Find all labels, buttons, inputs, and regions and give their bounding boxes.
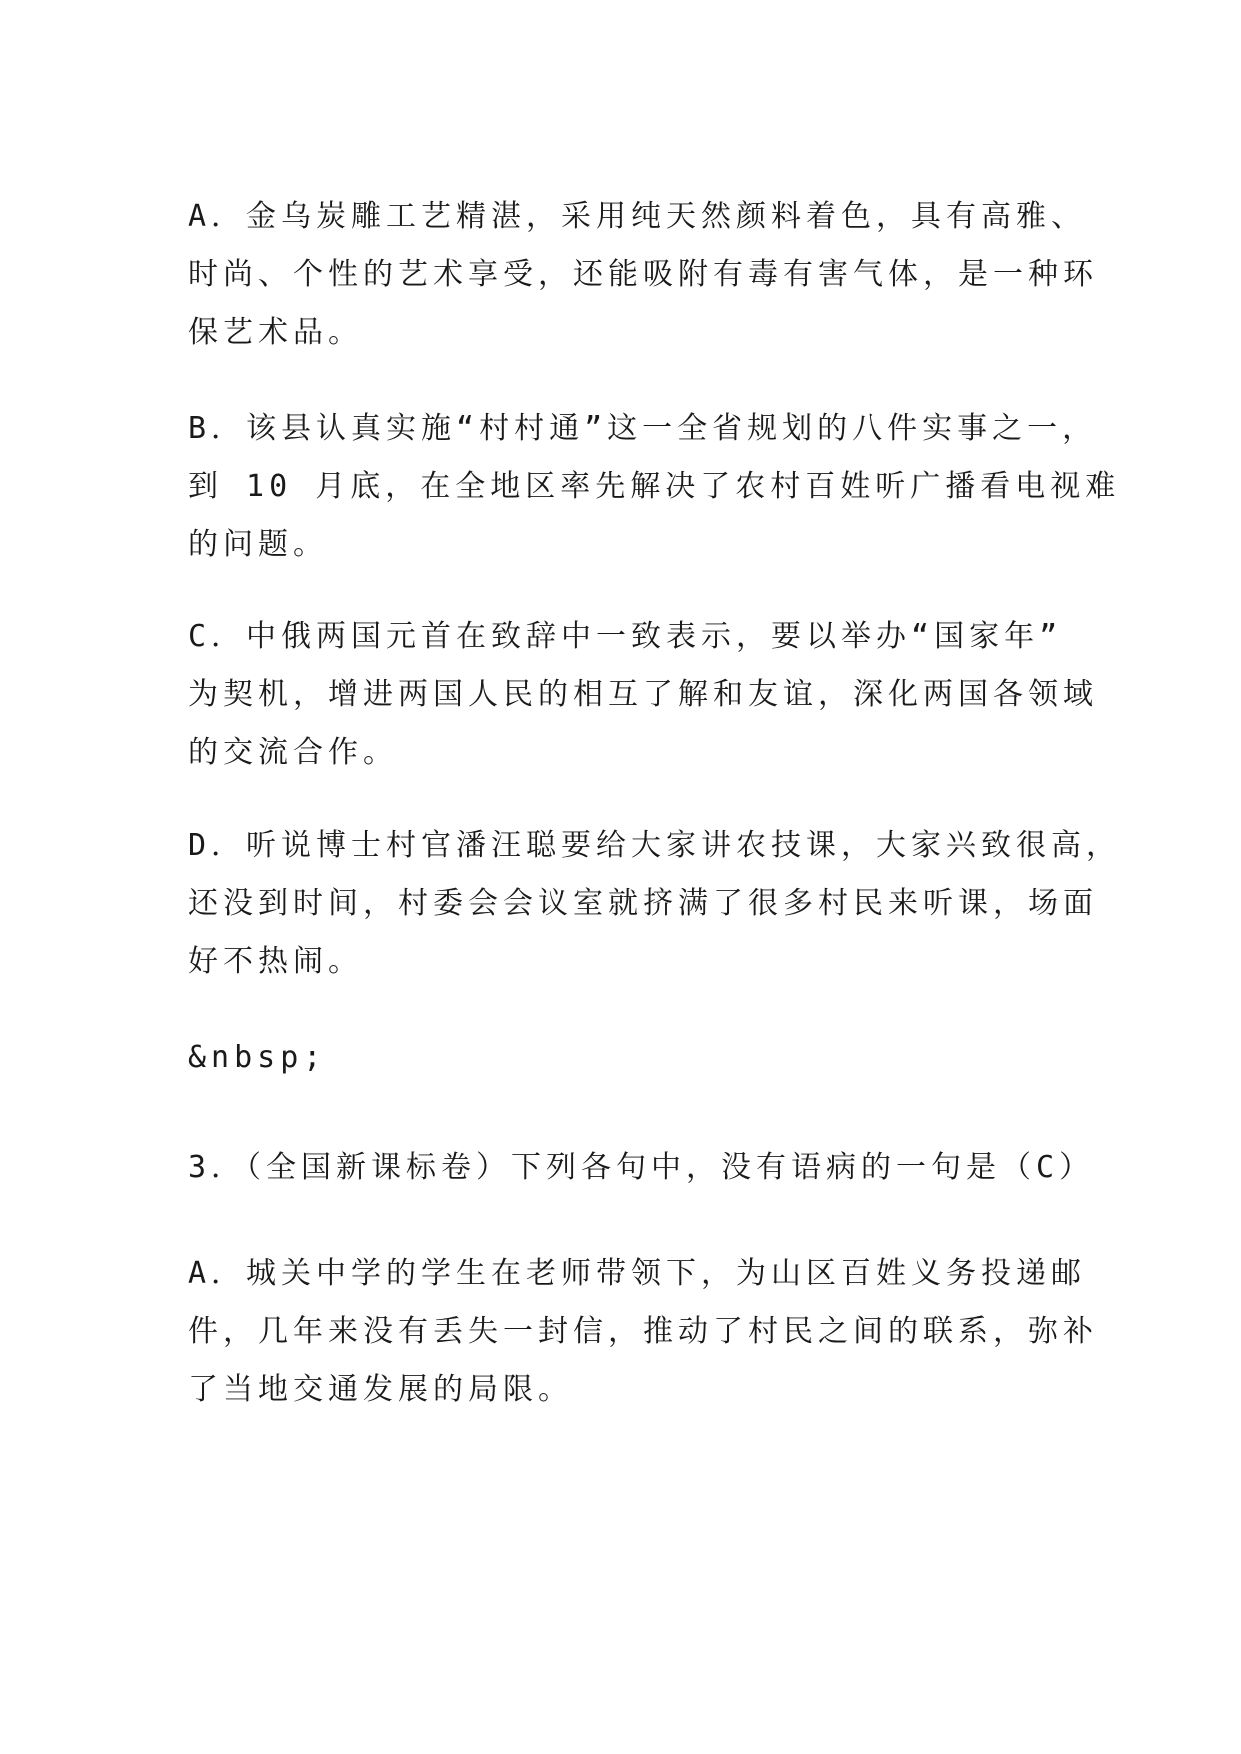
option-c-paragraph <box>188 608 1098 782</box>
text-line: 的问题。 <box>188 527 328 562</box>
text-line: 到 10 月底，在全地区率先解决了农村百姓听广播看电视难 <box>188 469 1121 504</box>
text-line: 时尚、个性的艺术享受，还能吸附有毒有害气体，是一种环 <box>188 257 1098 292</box>
text-line: A．城关中学的学生在老师带领下，为山区百姓义务投递邮 <box>188 1256 1087 1291</box>
text-line: &nbsp; <box>188 1040 327 1075</box>
text-line: 保艺术品。 <box>188 315 363 350</box>
nbsp-paragraph <box>188 1029 1068 1087</box>
text-line: 还没到时间，村委会会议室就挤满了很多村民来听课，场面 <box>188 886 1098 921</box>
option-b-paragraph <box>188 400 1121 574</box>
text-line: 为契机，增进两国人民的相互了解和友谊，深化两国各领域 <box>188 677 1098 712</box>
text-line: D．听说博士村官潘汪聪要给大家讲农技课，大家兴致很高， <box>188 828 1122 863</box>
question-3-paragraph <box>188 1139 1095 1197</box>
text-line: 3．（全国新课标卷）下列各句中，没有语病的一句是（C） <box>188 1150 1095 1185</box>
text-line: 的交流合作。 <box>188 735 398 770</box>
text-line: B．该县认真实施“村村通”这一全省规划的八件实事之一， <box>188 411 1098 446</box>
question-3-option-a-paragraph <box>188 1245 1098 1419</box>
option-a-paragraph <box>188 188 1098 362</box>
text-line: 了当地交通发展的局限。 <box>188 1372 573 1407</box>
text-line: A．金乌炭雕工艺精湛，采用纯天然颜料着色，具有高雅、 <box>188 199 1087 234</box>
text-line: C．中俄两国元首在致辞中一致表示，要以举办“国家年” <box>188 619 1063 654</box>
option-d-paragraph <box>188 817 1122 991</box>
text-line: 件，几年来没有丢失一封信，推动了村民之间的联系，弥补 <box>188 1314 1098 1349</box>
text-line: 好不热闹。 <box>188 944 363 979</box>
